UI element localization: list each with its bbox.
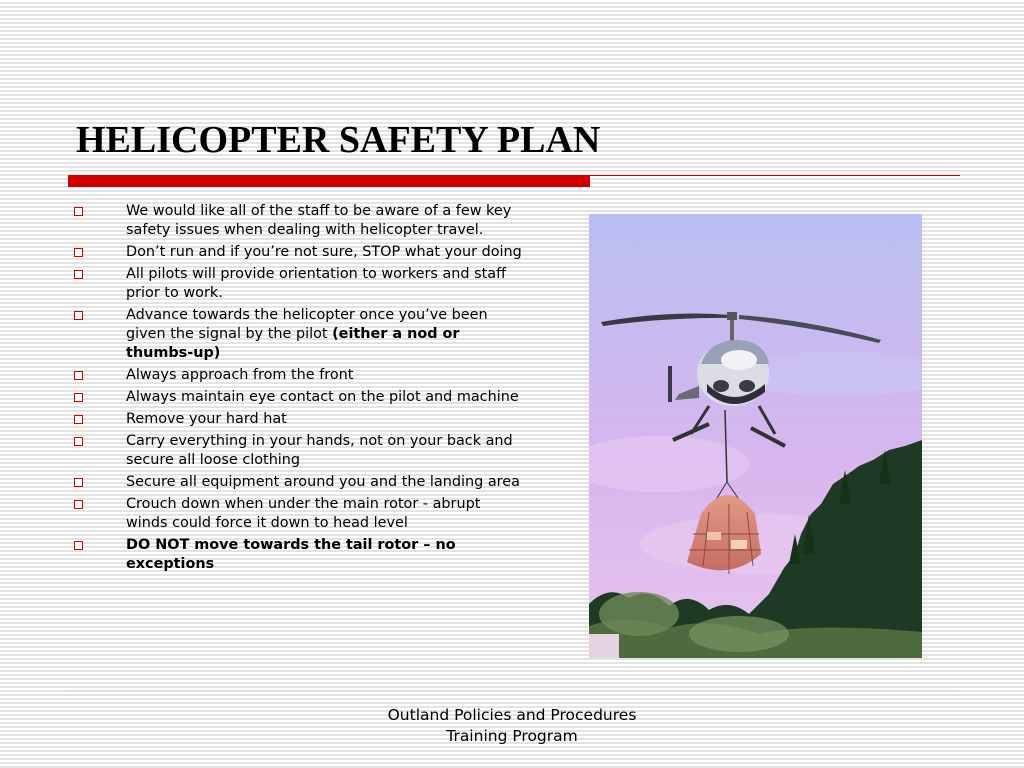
hollow-square-icon	[74, 270, 83, 279]
bullet-text: Remove your hard hat	[126, 411, 287, 427]
hollow-square-icon	[74, 371, 83, 380]
bullet-item	[72, 265, 522, 303]
hollow-square-icon	[74, 541, 83, 550]
bullet-text: All pilots will provide orientation to workers and staff prior to work.	[126, 266, 507, 301]
hollow-square-icon	[74, 311, 83, 320]
bullet-text: Crouch down when under the main rotor - abrupt winds could force it down to head level	[126, 496, 481, 531]
footer-divider	[68, 690, 956, 691]
bullet-text: Always approach from the front	[126, 367, 354, 383]
bullet-list	[72, 202, 522, 577]
footer-line-2: Training Program	[446, 727, 578, 745]
bullet-text: Carry everything in your hands, not on your back and secure all loose clothing	[126, 433, 513, 468]
bullet-item	[72, 243, 522, 262]
bullet-item	[72, 536, 522, 574]
bullet-item	[72, 366, 522, 385]
bullet-item	[72, 495, 522, 533]
footer-line-1: Outland Policies and Procedures	[387, 706, 637, 724]
bullet-item	[72, 388, 522, 407]
bullet-text: Advance towards the helicopter once you’ve been given the signal by the pilot	[126, 307, 488, 342]
helicopter-photo	[589, 214, 922, 658]
footer	[352, 705, 672, 747]
bullet-bold-text: (either a nod or thumbs-up)	[126, 326, 460, 361]
hollow-square-icon	[74, 248, 83, 257]
bullet-item	[72, 432, 522, 470]
bullet-item	[72, 473, 522, 492]
hollow-square-icon	[74, 393, 83, 402]
hollow-square-icon	[74, 415, 83, 424]
bullet-text: Don’t run and if you’re not sure, STOP what your doing	[126, 244, 522, 260]
title-underline-bar	[68, 175, 590, 187]
hollow-square-icon	[74, 207, 83, 216]
bullet-text: We would like all of the staff to be aware of a few key safety issues when dealing with helicopter travel.	[126, 203, 512, 238]
hollow-square-icon	[74, 478, 83, 487]
bullet-text: Secure all equipment around you and the landing area	[126, 474, 520, 490]
bullet-item	[72, 202, 522, 240]
bullet-item	[72, 306, 522, 363]
bullet-bold-text: DO NOT move towards the tail rotor – no exceptions	[126, 537, 456, 572]
bullet-item	[72, 410, 522, 429]
hollow-square-icon	[74, 437, 83, 446]
title-underline-line	[590, 175, 960, 176]
hollow-square-icon	[74, 500, 83, 509]
slide-title: HELICOPTER SAFETY PLAN	[76, 119, 601, 161]
bullet-text: Always maintain eye contact on the pilot and machine	[126, 389, 519, 405]
